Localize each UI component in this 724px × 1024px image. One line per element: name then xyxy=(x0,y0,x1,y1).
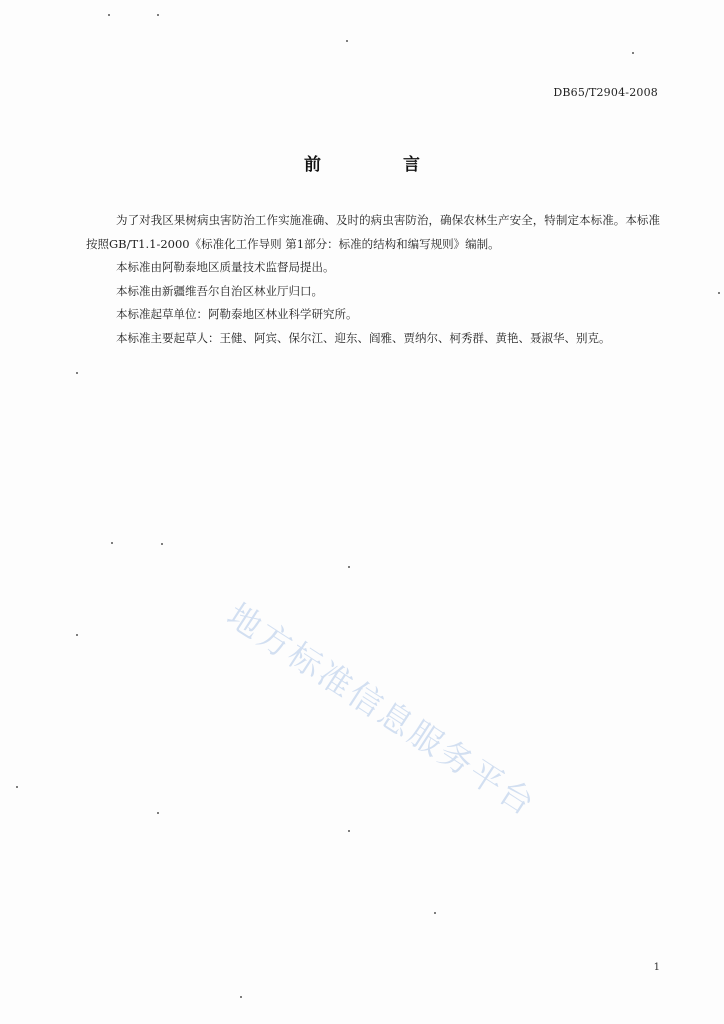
scan-speck xyxy=(632,52,634,54)
watermark: 地方标准信息服务平台 xyxy=(220,595,544,825)
scan-speck xyxy=(157,14,159,16)
paragraph-drafting-unit: 本标准起草单位：阿勒泰地区林业科学研究所。 xyxy=(116,307,358,321)
scan-speck xyxy=(348,566,350,568)
scan-speck xyxy=(346,40,348,42)
paragraph-drafters: 本标准主要起草人：王健、阿宾、保尔江、迎东、阎雅、贾纳尔、柯秀群、黄艳、聂淑华、别克。 xyxy=(116,330,611,345)
paragraph-scope: 为了对我区果树病虫害防治工作实施准确、及时的病虫害防治，确保农林生产安全，特制定本标准。本标准按照GB/T1.1-2000《标准化工作导则 第1部分：标准的结构和编写规则》编制。 xyxy=(86,213,660,251)
scan-speck xyxy=(718,292,720,294)
scan-speck xyxy=(76,634,78,636)
scan-speck xyxy=(161,543,163,545)
scan-speck xyxy=(434,912,436,914)
scan-speck xyxy=(111,542,113,544)
paragraph-administrator: 本标准由新疆维吾尔自治区林业厅归口。 xyxy=(116,283,323,298)
scan-speck xyxy=(76,372,78,374)
foreword-title: 前 言 xyxy=(304,155,458,175)
page-number: 1 xyxy=(653,962,660,973)
scan-speck xyxy=(108,14,110,16)
standard-code: DB65/T2904-2008 xyxy=(553,86,658,99)
foreword-body xyxy=(86,209,660,350)
scan-speck xyxy=(240,996,242,998)
scan-speck xyxy=(157,812,159,814)
scan-speck xyxy=(16,786,18,788)
scan-speck xyxy=(348,830,350,832)
paragraph-proposer: 本标准由阿勒泰地区质量技术监督局提出。 xyxy=(116,260,335,274)
